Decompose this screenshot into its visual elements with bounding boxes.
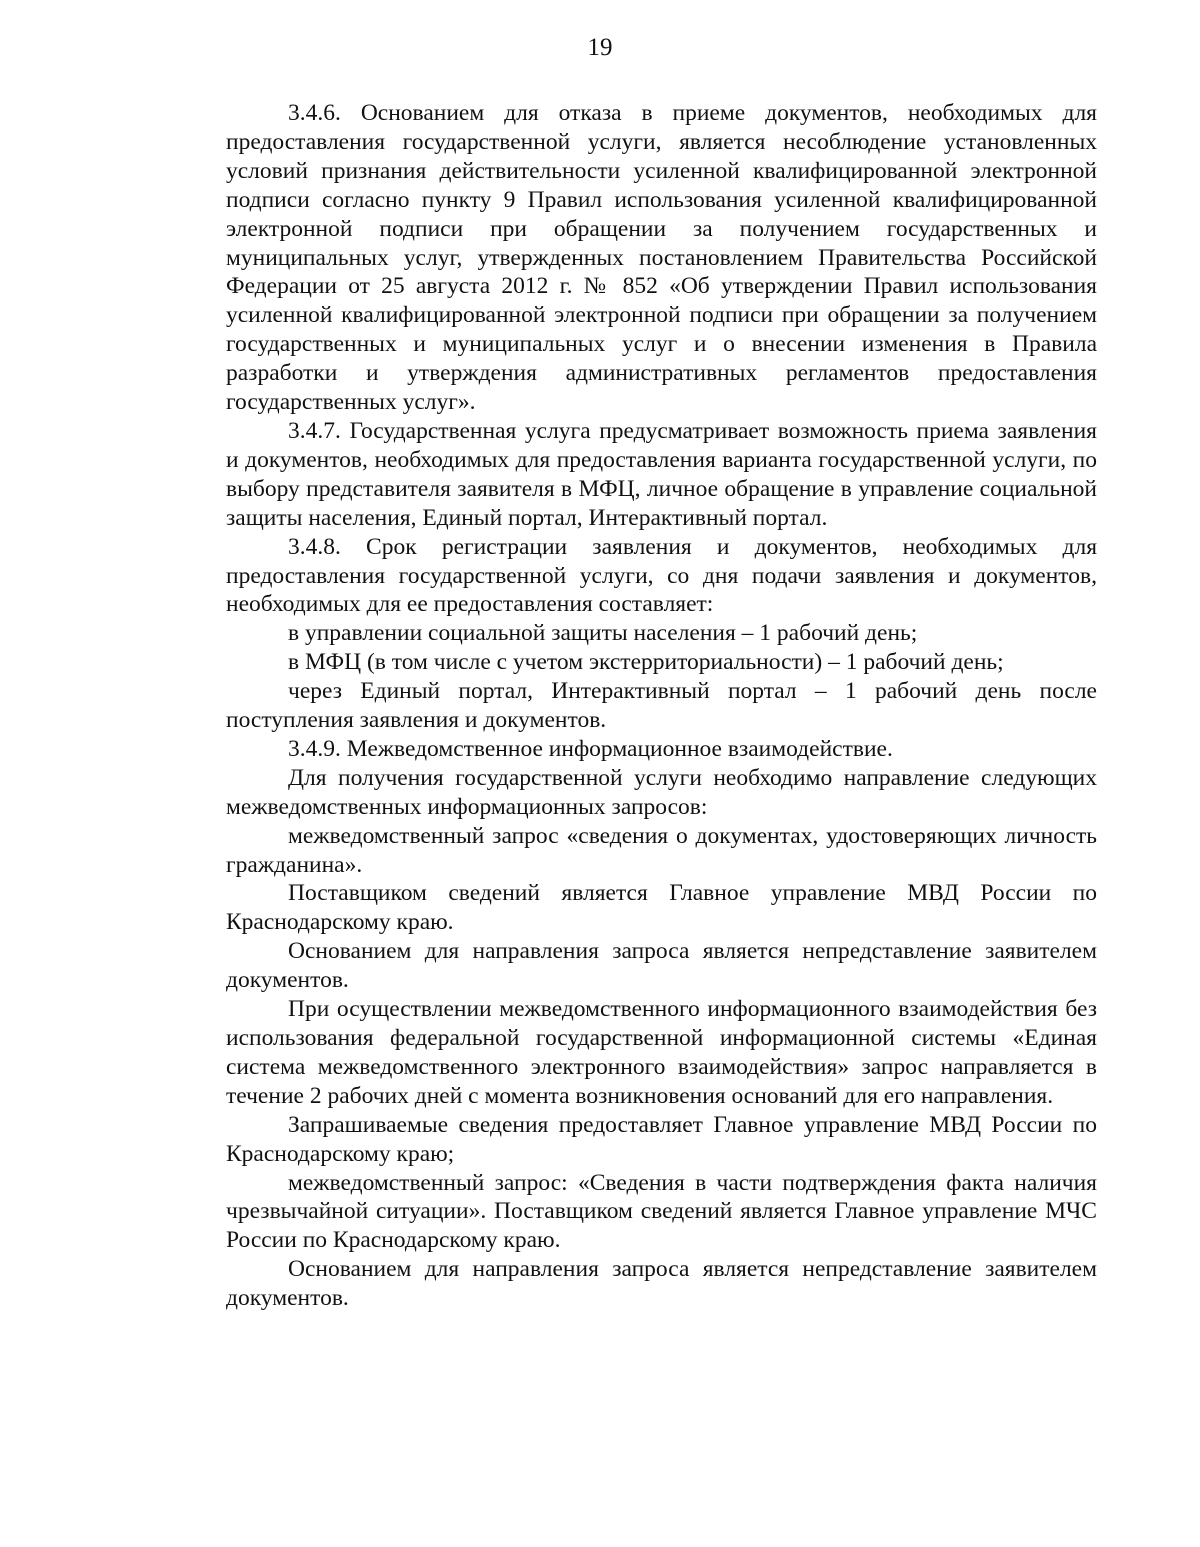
paragraph-3-4-8-item-social-protection: в управлении социальной защиты населения – 1 рабочий день; [288, 620, 918, 647]
paragraph-3-4-7: 3.4.7. Государственная услуга предусматривает возможность приема заявления и документов, необходимых для предоставления варианта государственной услуги, по выбору представителя заявителя в МФЦ, личное обращение в управление социальной защиты населения, Единый портал, Интерактивный портал. [226, 417, 1097, 531]
paragraph-identity-documents-request: межведомственный запрос «сведения о документах, удостоверяющих личность гражданина». [226, 822, 1097, 878]
paragraph-3-4-9: 3.4.9. Межведомственное информационное взаимодействие. [288, 735, 893, 762]
paragraph-request-basis-final: Основанием для направления запроса является непредставление заявителем документов. [226, 1256, 1097, 1312]
document-body [226, 99, 1097, 1313]
paragraph-3-4-8-item-portal: через Единый портал, Интерактивный портал – 1 рабочий день после поступления заявления и документов. [226, 678, 1097, 734]
paragraph-emergency-request: межведомственный запрос: «Сведения в части подтверждения факта наличия чрезвычайной ситуации». Поставщиком сведений является Главное управление МЧС России по Краснодарскому краю. [226, 1169, 1097, 1254]
paragraph-3-4-8-item-mfc: в МФЦ (в том числе с учетом экстерриториальности) – 1 рабочий день; [288, 649, 1004, 676]
paragraph-request-basis: Основанием для направления запроса является непредставление заявителем документов. [226, 938, 1097, 994]
paragraph-mvd-supplier: Поставщиком сведений является Главное управление МВД России по Краснодарскому краю. [226, 880, 1097, 936]
paragraph-3-4-8: 3.4.8. Срок регистрации заявления и документов, необходимых для предоставления государственной услуги, со дня подачи заявления и документов, необходимых для ее предоставления составляет: [226, 533, 1097, 618]
paragraph-interagency-requests-intro: Для получения государственной услуги необходимо направление следующих межведомственных информационных запросов: [226, 764, 1097, 820]
paragraph-request-timing: При осуществлении межведомственного информационного взаимодействия без использования федеральной государственной информационной системы «Единая система межведомственного электронного взаимодействия» запрос направляется в течение 2 рабочих дней с момента возникновения оснований для его направления. [226, 996, 1097, 1109]
paragraph-3-4-6: 3.4.6. Основанием для отказа в приеме документов, необходимых для предоставления государственной услуги, является несоблюдение установленных условий признания действительности усиленной квалифицированной электронной подписи согласно пункту 9 Правил использования усиленной квалифицированной электронной подписи при обращении за получением государственных и муниципальных услуг, утвержденных постановлением Правительства Российской Федерации от 25 августа 2012 г. № 852 «Об утверждении Правил использования усиленной квалифицированной электронной подписи при обращении за получением государственных и муниципальных услуг и о внесении изменения в Правила разработки и утверждения административных регламентов предоставления государственных услуг». [226, 100, 1097, 416]
page-number: 19 [587, 34, 613, 61]
paragraph-mvd-provides: Запрашиваемые сведения предоставляет Главное управление МВД России по Краснодарскому краю; [226, 1111, 1097, 1167]
